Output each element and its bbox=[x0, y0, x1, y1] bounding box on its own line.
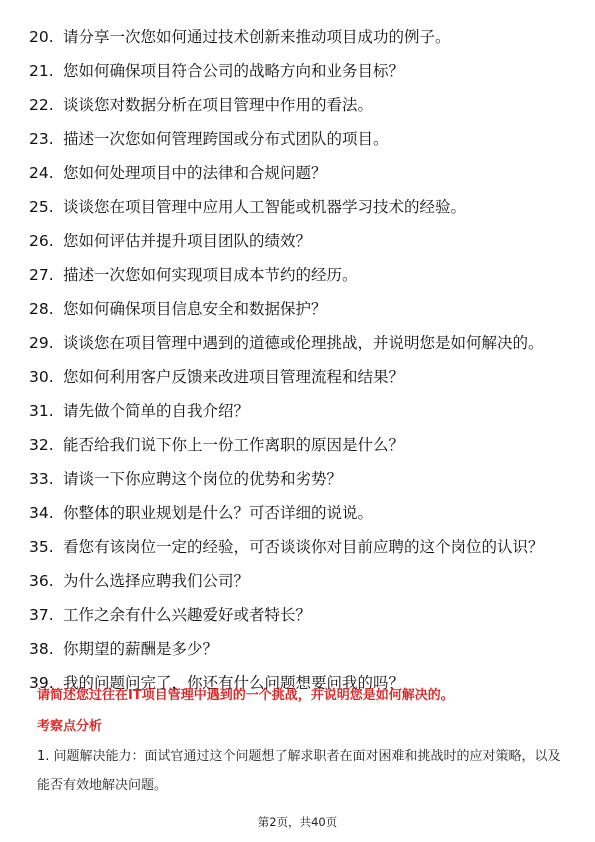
question-item bbox=[29, 569, 569, 594]
question-text: 您如何利用客户反馈来改进项目管理流程和结果？ bbox=[63, 368, 405, 386]
question-text: 您如何确保项目信息安全和数据保护？ bbox=[63, 300, 327, 318]
question-number: 22. bbox=[29, 96, 54, 114]
question-text: 请谈一下你应聘这个岗位的优势和劣势？ bbox=[63, 470, 343, 488]
question-item bbox=[29, 535, 569, 560]
question-item bbox=[29, 93, 569, 118]
question-number: 36. bbox=[29, 572, 54, 590]
question-item bbox=[29, 59, 569, 84]
question-list bbox=[29, 25, 569, 705]
question-number: 20. bbox=[29, 28, 54, 46]
question-item bbox=[29, 263, 569, 288]
question-number: 31. bbox=[29, 402, 54, 420]
question-text: 你整体的职业规划是什么？可否详细的说说。 bbox=[63, 504, 374, 522]
question-number: 32. bbox=[29, 436, 54, 454]
highlight-question: 请简述您过往在IT项目管理中遇到的一个挑战，并说明您是如何解决的。 bbox=[37, 688, 454, 703]
question-item bbox=[29, 127, 569, 152]
question-text: 谈谈您对数据分析在项目管理中作用的看法。 bbox=[63, 96, 374, 114]
question-number: 37. bbox=[29, 606, 54, 624]
question-number: 27. bbox=[29, 266, 54, 284]
page-footer: 第2页，共40页 bbox=[257, 815, 338, 829]
question-text: 描述一次您如何实现项目成本节约的经历。 bbox=[63, 266, 358, 284]
question-item bbox=[29, 25, 569, 50]
section-title: 考察点分析 bbox=[37, 719, 103, 734]
question-number: 23. bbox=[29, 130, 54, 148]
question-item bbox=[29, 195, 569, 220]
question-number: 34. bbox=[29, 504, 54, 522]
question-number: 26. bbox=[29, 232, 54, 250]
question-text: 工作之余有什么兴趣爱好或者特长？ bbox=[63, 606, 312, 624]
question-number: 21. bbox=[29, 62, 54, 80]
question-number: 33. bbox=[29, 470, 54, 488]
question-item bbox=[29, 501, 569, 526]
question-item bbox=[29, 161, 569, 186]
question-text: 能否给我们说下你上一份工作离职的原因是什么？ bbox=[63, 436, 405, 454]
question-item bbox=[29, 399, 569, 424]
question-text: 您如何处理项目中的法律和合规问题？ bbox=[63, 164, 327, 182]
question-number: 25. bbox=[29, 198, 54, 216]
question-text: 请先做个简单的自我介绍？ bbox=[63, 402, 250, 420]
question-number: 38. bbox=[29, 640, 54, 658]
question-text: 谈谈您在项目管理中应用人工智能或机器学习技术的经验。 bbox=[63, 198, 467, 216]
question-number: 29. bbox=[29, 334, 54, 352]
question-item bbox=[29, 467, 569, 492]
question-item bbox=[29, 331, 569, 356]
question-number: 35. bbox=[29, 538, 54, 556]
question-number: 30. bbox=[29, 368, 54, 386]
question-item bbox=[29, 229, 569, 254]
question-text: 您如何确保项目符合公司的战略方向和业务目标？ bbox=[63, 62, 405, 80]
question-item bbox=[29, 603, 569, 628]
question-number: 39. bbox=[29, 674, 54, 692]
question-text: 看您有该岗位一定的经验，可否谈谈你对目前应聘的这个岗位的认识？ bbox=[63, 538, 544, 556]
question-text: 为什么选择应聘我们公司？ bbox=[63, 572, 250, 590]
question-item bbox=[29, 433, 569, 458]
question-text: 你期望的薪酬是多少？ bbox=[63, 640, 219, 658]
answer-paragraph: 1. 问题解决能力：面试官通过这个问题想了解求职者在面对困难和挑战时的应对策略，以及能否有效地解决问题。 bbox=[37, 749, 561, 793]
question-item bbox=[29, 365, 569, 390]
question-item bbox=[29, 637, 569, 662]
question-text: 我的问题问完了，你还有什么问题想要问我的吗？ bbox=[63, 674, 405, 692]
question-text: 您如何评估并提升项目团队的绩效？ bbox=[63, 232, 312, 250]
question-text: 请分享一次您如何通过技术创新来推动项目成功的例子。 bbox=[63, 28, 451, 46]
question-number: 28. bbox=[29, 300, 54, 318]
question-text: 描述一次您如何管理跨国或分布式团队的项目。 bbox=[63, 130, 389, 148]
question-text: 谈谈您在项目管理中遇到的道德或伦理挑战，并说明您是如何解决的。 bbox=[63, 334, 544, 352]
question-number: 24. bbox=[29, 164, 54, 182]
question-item bbox=[29, 297, 569, 322]
